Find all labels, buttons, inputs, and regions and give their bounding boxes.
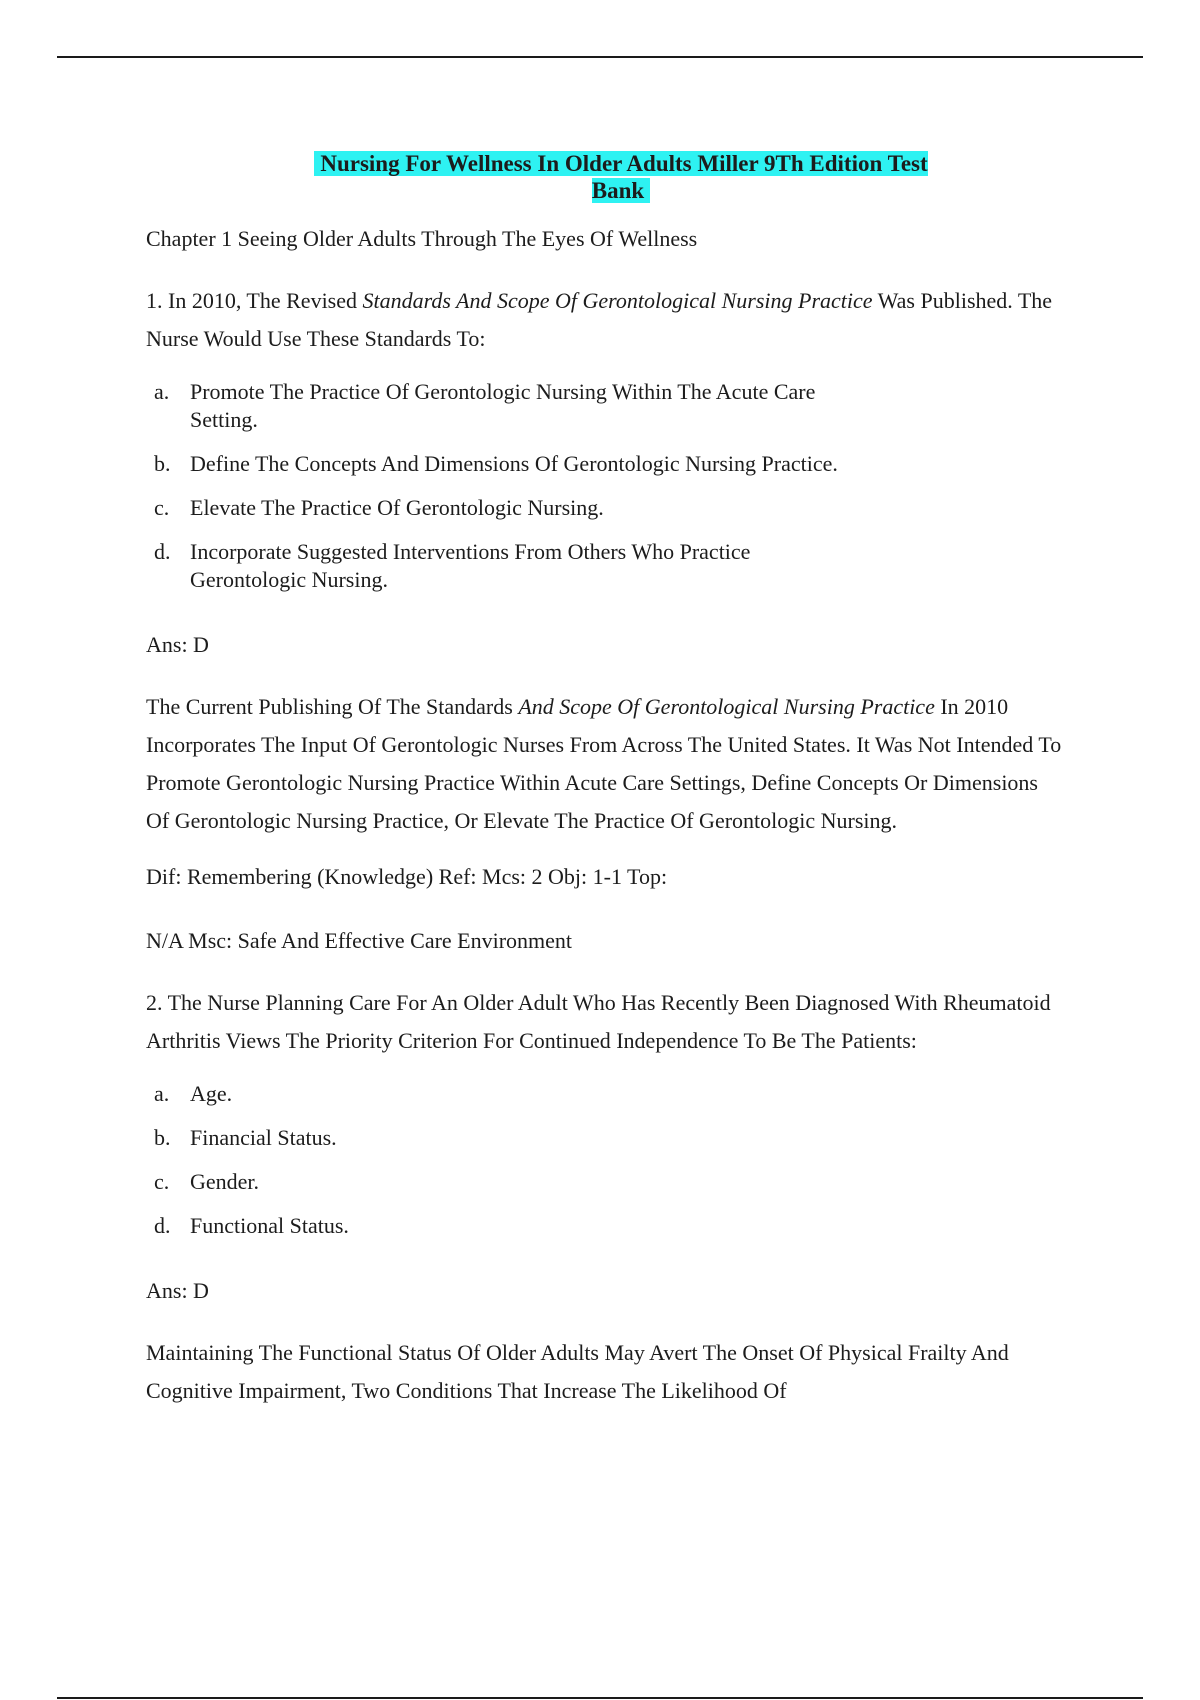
question-2-rationale: Maintaining The Functional Status Of Older Adults May Avert The Onset Of Physical Frailty And Cognitive Impairment, Two Conditions That Increase The Likelihood Of xyxy=(146,1340,1009,1403)
chapter-heading: Chapter 1 Seeing Older Adults Through The Eyes Of Wellness xyxy=(146,226,698,251)
question-1-meta-line-1: Dif: Remembering (Knowledge) Ref: Mcs: 2 Obj: 1-1 Top: xyxy=(146,864,668,889)
question-1-stem-suffix: Was Published. The Nurse Would Use These Standards To: xyxy=(146,288,1053,351)
option-letter: a. xyxy=(154,1081,170,1106)
question-1-option-b xyxy=(146,450,1066,478)
question-1-rationale-prefix: The Current Publishing Of The Standards xyxy=(146,694,519,719)
question-2-option-b xyxy=(146,1124,1066,1152)
question-1-rationale xyxy=(146,688,1066,840)
option-text: Incorporate Suggested Interventions From Others Who Practice Gerontologic Nursing. xyxy=(190,539,751,592)
option-text: Elevate The Practice Of Gerontologic Nursing. xyxy=(190,495,604,520)
document-title xyxy=(296,150,946,204)
bottom-rule xyxy=(57,1697,1143,1699)
question-2-option-d xyxy=(146,1212,1066,1240)
option-letter: d. xyxy=(154,1213,171,1238)
option-text: Financial Status. xyxy=(190,1125,337,1150)
question-1-meta-line-2: N/A Msc: Safe And Effective Care Environment xyxy=(146,928,573,953)
option-letter: b. xyxy=(154,1125,171,1150)
option-letter: b. xyxy=(154,451,171,476)
option-text: Gender. xyxy=(190,1169,260,1194)
option-text: Functional Status. xyxy=(190,1213,349,1238)
question-2-options xyxy=(146,1080,1066,1240)
question-1-stem-prefix: 1. In 2010, The Revised xyxy=(146,288,363,313)
option-letter: a. xyxy=(154,379,170,404)
question-2-option-c xyxy=(146,1168,1066,1196)
question-2-answer: Ans: D xyxy=(146,1278,209,1303)
option-letter: d. xyxy=(154,539,171,564)
top-rule xyxy=(57,56,1143,58)
question-1-answer: Ans: D xyxy=(146,632,209,657)
question-1-option-d xyxy=(146,538,1066,594)
option-text: Define The Concepts And Dimensions Of Gerontologic Nursing Practice. xyxy=(190,451,838,476)
option-letter: c. xyxy=(154,1169,170,1194)
option-letter: c. xyxy=(154,495,170,520)
question-1-stem-italic: Standards And Scope Of Gerontological Nursing Practice xyxy=(362,288,873,313)
question-1-option-c xyxy=(146,494,1066,522)
question-2-option-a xyxy=(146,1080,1066,1108)
title-highlight: Nursing For Wellness In Older Adults Miller 9Th Edition Test Bank xyxy=(314,151,927,203)
question-2-stem: 2. The Nurse Planning Care For An Older Adult Who Has Recently Been Diagnosed With Rheumatoid Arthritis Views The Priority Criterion For Continued Independence To Be The Patients: xyxy=(146,990,1051,1053)
question-1-option-a xyxy=(146,378,1066,434)
option-text: Age. xyxy=(190,1081,233,1106)
question-1-rationale-suffix: In 2010 Incorporates The Input Of Gerontologic Nurses From Across The United States. It Was Not Intended To Promote Gerontologic Nursing Practice Within Acute Care Settings, Define Concepts Or Dimensions Of Gerontologic Nursing Practice, Or Elevate The Practice Of Gerontologic Nursing. xyxy=(146,694,1062,833)
question-1-rationale-italic: And Scope Of Gerontological Nursing Practice xyxy=(518,694,935,719)
document-page xyxy=(146,150,1066,1432)
question-1-stem xyxy=(146,282,1066,358)
option-text: Promote The Practice Of Gerontologic Nursing Within The Acute Care Setting. xyxy=(190,379,816,432)
question-1-options xyxy=(146,378,1066,594)
